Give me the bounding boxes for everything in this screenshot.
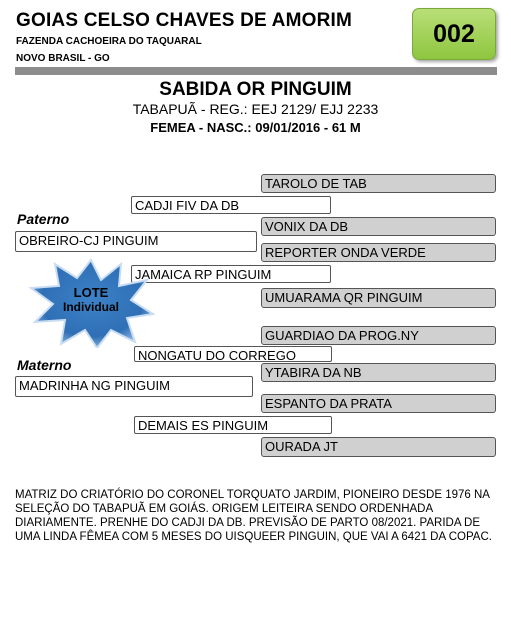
registration-line: TABAPUÃ - REG.: EEJ 2129/ EJJ 2233 — [132, 101, 379, 117]
lote-label: LOTE — [73, 285, 109, 300]
dam-box: MADRINHA NG PINGUIM — [15, 376, 253, 397]
sire-box: OBREIRO-CJ PINGUIM — [15, 231, 257, 252]
owner-name: GOIAS CELSO CHAVES DE AMORIM — [16, 10, 353, 31]
ggp-box-5: GUARDIAO DA PROG.NY — [261, 326, 496, 345]
birth-line: FEMEA - NASC.: 09/01/2016 - 61 M — [150, 120, 361, 135]
ggp-box-4: UMUARAMA QR PINGUIM — [261, 288, 496, 308]
farm-name: FAZENDA CACHOEIRA DO TAQUARAL — [16, 36, 202, 47]
lote-star-text — [27, 285, 155, 315]
ggp-box-2: VONIX DA DB — [261, 217, 496, 236]
individual-label: Individual — [62, 300, 119, 314]
lot-number-badge: 002 — [412, 8, 496, 60]
ggp-box-8: OURADA JT — [261, 437, 496, 457]
dam-sire-box: NONGATU DO CORREGO — [134, 346, 332, 362]
ggp-box-3: REPORTER ONDA VERDE — [261, 243, 496, 262]
sire-dam-box: JAMAICA RP PINGUIM — [131, 265, 331, 283]
ggp-box-1: TAROLO DE TAB — [261, 174, 496, 193]
animal-name: SABIDA OR PINGUIM — [159, 79, 352, 100]
paterno-label: Paterno — [17, 211, 70, 227]
header-divider — [15, 67, 497, 75]
animal-description: MATRIZ DO CRIATÓRIO DO CORONEL TORQUATO JARDIM, PIONEIRO DESDE 1976 NA SELEÇÃO DO TABAPUÃ EM GOIÁS. ORIGEM LEITEIRA SENDO ORDENHADA DIARIAMENTE. PRENHE DO CADJI DA DB. PREVISÃO DE PARTO 08/2021. PARIDA DE UMA LINDA FÊMEA COM 5 MESES DO UISQUEER PINGUIN, QUE VAI A 6421 DA COPAC. — [15, 489, 492, 543]
dam-dam-box: DEMAIS ES PINGUIM — [134, 416, 332, 434]
ggp-box-7: ESPANTO DA PRATA — [261, 394, 496, 413]
sire-sire-box: CADJI FIV DA DB — [131, 196, 331, 214]
materno-label: Materno — [17, 357, 72, 373]
ggp-box-6: YTABIRA DA NB — [261, 363, 496, 382]
city-name: NOVO BRASIL - GO — [16, 53, 110, 64]
